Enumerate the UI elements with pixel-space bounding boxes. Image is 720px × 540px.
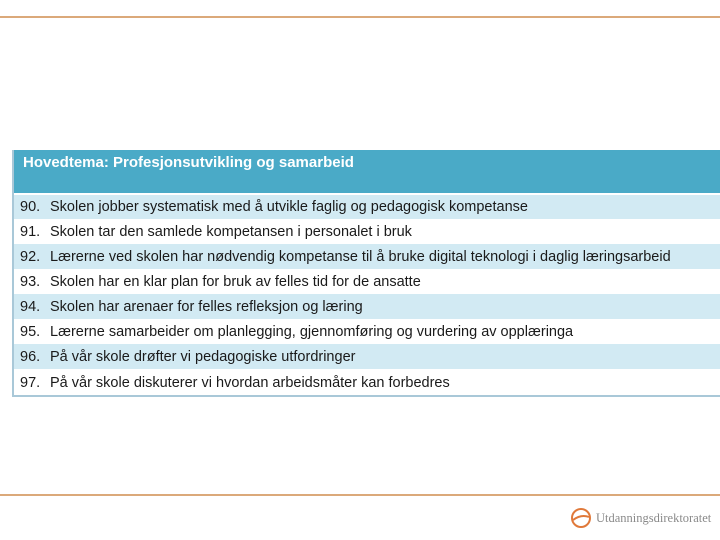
table-row — [14, 195, 720, 220]
table-row — [14, 270, 720, 295]
topic-table — [12, 150, 720, 397]
row-number: 94. — [20, 299, 41, 315]
utdanningsdirektoratet-logo-icon — [570, 507, 592, 529]
table-header: Hovedtema: Profesjonsutvikling og samarbeid — [14, 150, 720, 195]
row-text: Lærerne ved skolen har nødvendig kompetanse til å bruke digital teknologi i daglig læringsarbeid — [50, 249, 671, 265]
table-row — [14, 345, 720, 370]
row-text: Skolen har en klar plan for bruk av felles tid for de ansatte — [50, 274, 421, 290]
table-row — [14, 245, 720, 270]
row-number: 97. — [20, 374, 41, 391]
row-number: 96. — [20, 349, 41, 365]
row-number: 91. — [20, 224, 41, 240]
row-number: 92. — [20, 249, 41, 265]
table-row — [14, 320, 720, 345]
top-divider — [0, 16, 720, 18]
row-text: På vår skole diskuterer vi hvordan arbeidsmåter kan forbedres — [50, 374, 450, 391]
bottom-divider — [0, 494, 720, 496]
logo-wordmark: Utdanningsdirektoratet — [596, 510, 712, 525]
row-number: 95. — [20, 324, 41, 340]
statement-list — [14, 195, 720, 395]
table-row — [14, 295, 720, 320]
row-text: Lærerne samarbeider om planlegging, gjennomføring og vurdering av opplæringa — [50, 324, 574, 340]
row-number: 93. — [20, 274, 41, 290]
row-number: 90. — [20, 199, 41, 215]
row-text: Skolen har arenaer for felles refleksjon og læring — [50, 299, 363, 315]
row-text: Skolen jobber systematisk med å utvikle faglig og pedagogisk kompetanse — [50, 199, 528, 215]
table-row — [14, 370, 720, 395]
row-text: På vår skole drøfter vi pedagogiske utfordringer — [50, 349, 356, 365]
table-row — [14, 220, 720, 245]
udir-logo — [570, 507, 711, 529]
row-text: Skolen tar den samlede kompetansen i personalet i bruk — [50, 224, 412, 240]
